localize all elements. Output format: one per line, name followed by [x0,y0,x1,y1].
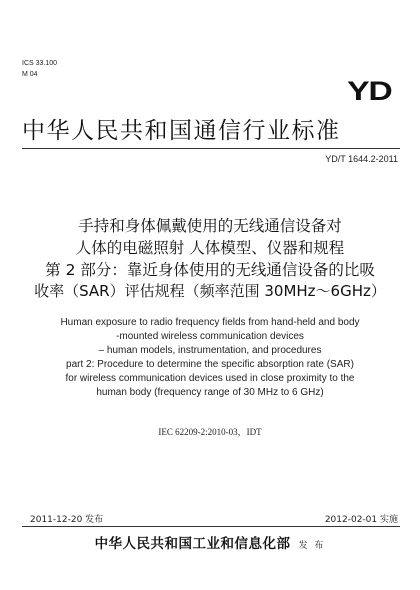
ics-code: ICS 33.100 [22,60,58,67]
title-en-line-3: – human models, instrumentation, and procedures [98,345,322,356]
publisher-suffix: 发 布 [298,541,326,551]
standard-number: YD/T 1644.2-2011 [325,154,398,164]
title-en-line-1: Human exposure to radio frequency fields from hand-held and body [60,317,360,328]
title-cn-line-1: 手持和身体佩戴使用的无线通信设备对 [78,217,342,235]
org-title: 中华人民共和国通信行业标准 [22,118,341,144]
title-en-line-4: part 2: Procedure to determine the specific absorption rate (SAR) [66,359,354,370]
yd-logo: YD [347,76,392,106]
title-en-line-5: for wireless communication devices used in close proximity to the [65,373,355,384]
category-code: M 04 [22,71,38,78]
title-en-line-6: human body (frequency range of 30 MHz to 6 GHz) [96,387,324,398]
title-en-line-2: -mounted wireless communication devices [116,331,304,342]
issue-date: 2011-12-20 发布 [30,515,104,525]
top-divider [22,148,400,149]
iec-reference: IEC 62209-2:2010-03，IDT [158,427,262,437]
implementation-date: 2012-02-01 实施 [324,515,398,525]
publisher-line [0,532,420,552]
title-cn-line-4: 收率（SAR）评估规程（频率范围 30MHz～6GHz） [34,282,386,300]
publisher-name: 中华人民共和国工业和信息化部 [94,536,291,552]
title-cn-line-3: 第 2 部分：靠近身体使用的无线通信设备的比吸 [45,261,375,279]
title-cn-line-2: 人体的电磁照射 人体模型、仪器和规程 [75,239,345,257]
bottom-divider [22,526,400,527]
